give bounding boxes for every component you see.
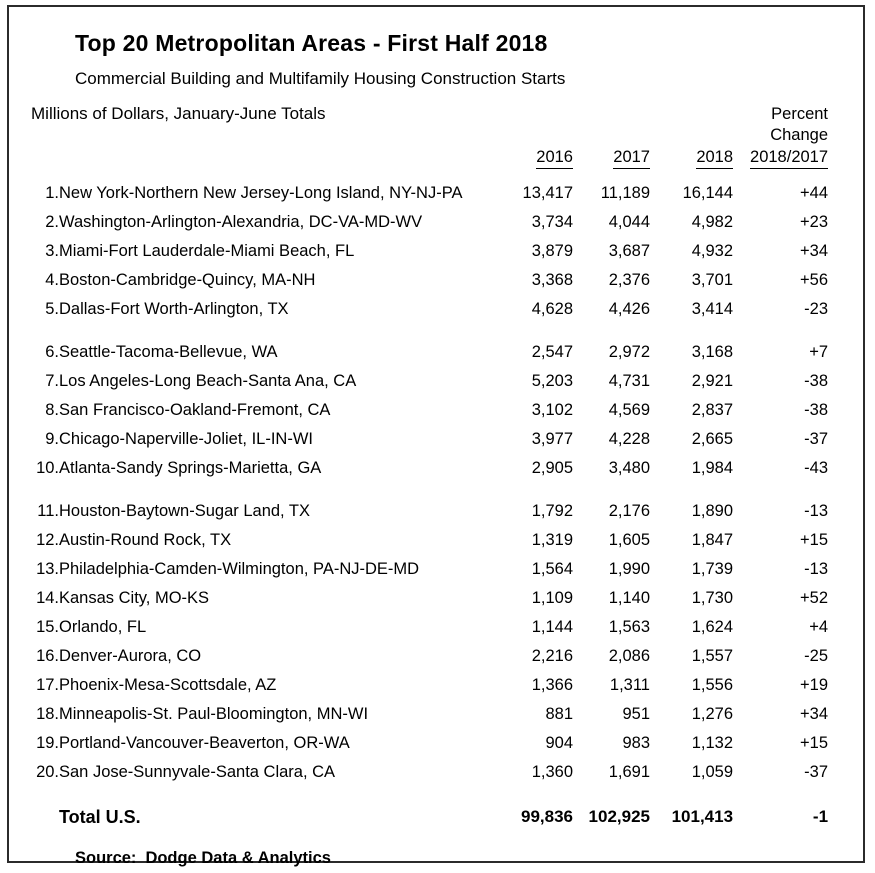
value-2016-cell: 1,564	[531, 560, 573, 578]
year-header-2016-label: 2016	[536, 148, 573, 169]
units-label: Millions of Dollars, January-June Totals	[31, 104, 326, 123]
area-cell: Minneapolis-St. Paul-Bloomington, MN-WI	[59, 705, 369, 723]
value-2017-cell: 983	[622, 734, 650, 752]
table-row	[31, 172, 828, 208]
area-cell: Phoenix-Mesa-Scottsdale, AZ	[59, 676, 277, 694]
value-2017-cell: 2,972	[608, 343, 650, 361]
spacer-cell	[31, 145, 509, 172]
table-row	[31, 613, 828, 642]
rank-cell: 18.	[36, 705, 59, 723]
source-label: Source:	[75, 849, 137, 867]
value-2018-cell: 1,730	[691, 589, 734, 607]
value-2017-cell: 951	[622, 705, 650, 723]
value-2016-cell: 5,203	[531, 372, 573, 390]
table-row	[31, 454, 828, 483]
pct-change-cell: -13	[804, 502, 829, 520]
value-2017-cell: 2,086	[608, 647, 650, 665]
page-subtitle: Commercial Building and Multifamily Housing Construction Starts	[75, 69, 566, 88]
table-row	[31, 324, 828, 367]
area-cell: Washington-Arlington-Alexandria, DC-VA-MD-WV	[59, 213, 423, 231]
percent-change-header-line2: Change	[770, 126, 829, 144]
value-2016-cell: 2,216	[531, 647, 573, 665]
value-2017-cell: 4,228	[608, 430, 650, 448]
table-header	[31, 102, 828, 172]
value-2017-cell: 4,044	[608, 213, 650, 231]
value-2016-cell: 2,547	[531, 343, 573, 361]
total-value-2016: 99,836	[521, 807, 573, 826]
area-cell: Boston-Cambridge-Quincy, MA-NH	[59, 271, 316, 289]
value-2017-cell: 1,311	[609, 676, 650, 694]
table-row	[31, 237, 828, 266]
value-2016-cell: 3,879	[531, 242, 573, 260]
pct-change-cell: +15	[800, 531, 829, 549]
year-header-2016	[509, 145, 573, 172]
total-label: Total U.S.	[59, 806, 141, 827]
area-cell: San Francisco-Oakland-Fremont, CA	[59, 401, 331, 419]
rank-cell: 13.	[36, 560, 59, 578]
rank-cell: 16.	[36, 647, 59, 665]
year-header-2017	[573, 145, 650, 172]
value-2017-cell: 1,691	[608, 763, 650, 781]
area-cell: Austin-Round Rock, TX	[59, 531, 232, 549]
table-row	[31, 526, 828, 555]
pct-change-cell: +4	[809, 618, 829, 636]
value-2018-cell: 1,984	[691, 459, 734, 477]
rank-cell: 4.	[45, 271, 59, 289]
table-row	[31, 729, 828, 758]
pct-change-cell: +44	[800, 184, 829, 202]
area-cell: Orlando, FL	[59, 618, 147, 636]
value-2016-cell: 1,366	[531, 676, 573, 694]
table-row	[31, 584, 828, 613]
value-2018-cell: 1,276	[691, 705, 734, 723]
pct-change-cell: +15	[800, 734, 829, 752]
area-cell: Chicago-Naperville-Joliet, IL-IN-WI	[59, 430, 313, 448]
value-2018-cell: 1,624	[691, 618, 734, 636]
table-row	[31, 396, 828, 425]
pct-change-cell: +52	[800, 589, 829, 607]
metro-areas-table	[31, 102, 828, 832]
value-2016-cell: 1,109	[531, 589, 573, 607]
area-cell: San Jose-Sunnyvale-Santa Clara, CA	[59, 763, 336, 781]
table-row	[31, 367, 828, 396]
pct-change-cell: -37	[804, 763, 829, 781]
value-2017-cell: 4,426	[608, 300, 650, 318]
year-header-2018	[650, 145, 733, 172]
value-2016-cell: 3,734	[531, 213, 573, 231]
value-2018-cell: 1,556	[691, 676, 734, 694]
total-rank-cell	[31, 787, 59, 832]
pct-change-cell: +19	[800, 676, 829, 694]
value-2018-cell: 4,982	[691, 213, 734, 231]
area-cell: Kansas City, MO-KS	[59, 589, 210, 607]
area-cell: Houston-Baytown-Sugar Land, TX	[59, 502, 311, 520]
value-2017-cell: 2,376	[608, 271, 650, 289]
rank-cell: 6.	[45, 343, 59, 361]
value-2018-cell: 1,059	[691, 763, 734, 781]
area-cell: Los Angeles-Long Beach-Santa Ana, CA	[59, 372, 357, 390]
value-2016-cell: 1,792	[531, 502, 573, 520]
value-2016-cell: 4,628	[531, 300, 573, 318]
value-2016-cell: 13,417	[522, 184, 573, 202]
value-2016-cell: 904	[545, 734, 573, 752]
spacer-cell	[31, 124, 733, 145]
pct-change-cell: +34	[800, 242, 829, 260]
area-cell: Philadelphia-Camden-Wilmington, PA-NJ-DE-MD	[59, 560, 420, 578]
area-cell: Dallas-Fort Worth-Arlington, TX	[59, 300, 289, 318]
value-2016-cell: 881	[545, 705, 573, 723]
value-2017-cell: 3,687	[608, 242, 650, 260]
total-value-2017: 102,925	[588, 807, 650, 826]
rank-cell: 8.	[45, 401, 59, 419]
area-cell: Atlanta-Sandy Springs-Marietta, GA	[59, 459, 322, 477]
table-row	[31, 425, 828, 454]
area-cell: New York-Northern New Jersey-Long Island, NY-NJ-PA	[59, 184, 463, 202]
pct-change-cell: +23	[800, 213, 829, 231]
value-2018-cell: 3,414	[691, 300, 734, 318]
percent-change-header-line3	[733, 145, 828, 172]
total-row	[31, 787, 828, 832]
pct-change-cell: -23	[804, 300, 829, 318]
pct-change-cell: -43	[804, 459, 829, 477]
pct-change-cell: +7	[809, 343, 829, 361]
value-2017-cell: 1,990	[608, 560, 650, 578]
value-2018-cell: 2,665	[691, 430, 734, 448]
table-row	[31, 295, 828, 324]
pct-change-cell: +56	[800, 271, 829, 289]
area-cell: Miami-Fort Lauderdale-Miami Beach, FL	[59, 242, 355, 260]
rank-cell: 20.	[36, 763, 59, 781]
rank-cell: 17.	[36, 676, 59, 694]
pct-change-cell: +34	[800, 705, 829, 723]
page-title: Top 20 Metropolitan Areas - First Half 2018	[75, 30, 548, 56]
table-row	[31, 555, 828, 584]
value-2018-cell: 1,890	[691, 502, 734, 520]
percent-change-ratio-label: 2018/2017	[750, 148, 828, 169]
percent-change-header-line1: Percent	[771, 105, 829, 123]
value-2017-cell: 1,563	[608, 618, 650, 636]
pct-change-cell: -13	[804, 560, 829, 578]
table-row	[31, 700, 828, 729]
rank-cell: 19.	[36, 734, 59, 752]
value-2016-cell: 3,102	[531, 401, 573, 419]
table-body	[31, 172, 828, 787]
units-header-row	[31, 102, 828, 124]
rank-cell: 2.	[45, 213, 59, 231]
total-pct-change: -1	[812, 807, 829, 826]
value-2016-cell: 3,977	[531, 430, 573, 448]
rank-cell: 9.	[45, 430, 59, 448]
value-2017-cell: 3,480	[608, 459, 650, 477]
rank-cell: 3.	[45, 242, 59, 260]
value-2018-cell: 2,921	[691, 372, 734, 390]
table-footer	[31, 787, 828, 832]
rank-cell: 12.	[36, 531, 59, 549]
table-row	[31, 483, 828, 526]
value-2018-cell: 2,837	[691, 401, 734, 419]
pct-change-cell: -37	[804, 430, 829, 448]
table-row	[31, 266, 828, 295]
value-2018-cell: 3,168	[691, 343, 734, 361]
rank-cell: 5.	[45, 300, 59, 318]
area-cell: Portland-Vancouver-Beaverton, OR-WA	[59, 734, 350, 752]
value-2017-cell: 1,605	[608, 531, 650, 549]
value-2017-cell: 4,569	[608, 401, 650, 419]
value-2017-cell: 11,189	[600, 184, 650, 202]
value-2016-cell: 1,144	[531, 618, 573, 636]
rank-cell: 15.	[36, 618, 59, 636]
value-2018-cell: 16,144	[682, 184, 734, 202]
value-2017-cell: 2,176	[608, 502, 650, 520]
value-2016-cell: 1,319	[531, 531, 573, 549]
value-2018-cell: 3,701	[691, 271, 734, 289]
value-2018-cell: 1,557	[691, 647, 734, 665]
value-2018-cell: 4,932	[691, 242, 734, 260]
value-2017-cell: 1,140	[608, 589, 650, 607]
source-value: Dodge Data & Analytics	[145, 849, 331, 867]
value-2018-cell: 1,739	[691, 560, 734, 578]
rank-cell: 11.	[37, 502, 59, 520]
pct-change-cell: -38	[804, 401, 829, 419]
rank-cell: 1.	[45, 184, 59, 202]
rank-cell: 14.	[36, 589, 59, 607]
table-row	[31, 671, 828, 700]
source-line	[75, 849, 863, 868]
area-cell: Seattle-Tacoma-Bellevue, WA	[59, 343, 278, 361]
area-cell: Denver-Aurora, CO	[59, 647, 202, 665]
year-header-2018-label: 2018	[696, 148, 733, 169]
value-2016-cell: 1,360	[531, 763, 573, 781]
value-2016-cell: 2,905	[531, 459, 573, 477]
value-2017-cell: 4,731	[608, 372, 650, 390]
pct-change-cell: -25	[804, 647, 829, 665]
rank-cell: 10.	[36, 459, 59, 477]
value-2018-cell: 1,132	[691, 734, 734, 752]
value-2016-cell: 3,368	[531, 271, 573, 289]
table-row	[31, 642, 828, 671]
table-row	[31, 208, 828, 237]
table-frame	[7, 5, 865, 867]
year-header-row	[31, 145, 828, 172]
change-header-row	[31, 124, 828, 145]
total-value-2018: 101,413	[671, 807, 734, 826]
value-2018-cell: 1,847	[691, 531, 734, 549]
table-row	[31, 758, 828, 787]
pct-change-cell: -38	[804, 372, 829, 390]
year-header-2017-label: 2017	[613, 148, 650, 169]
rank-cell: 7.	[45, 372, 59, 390]
